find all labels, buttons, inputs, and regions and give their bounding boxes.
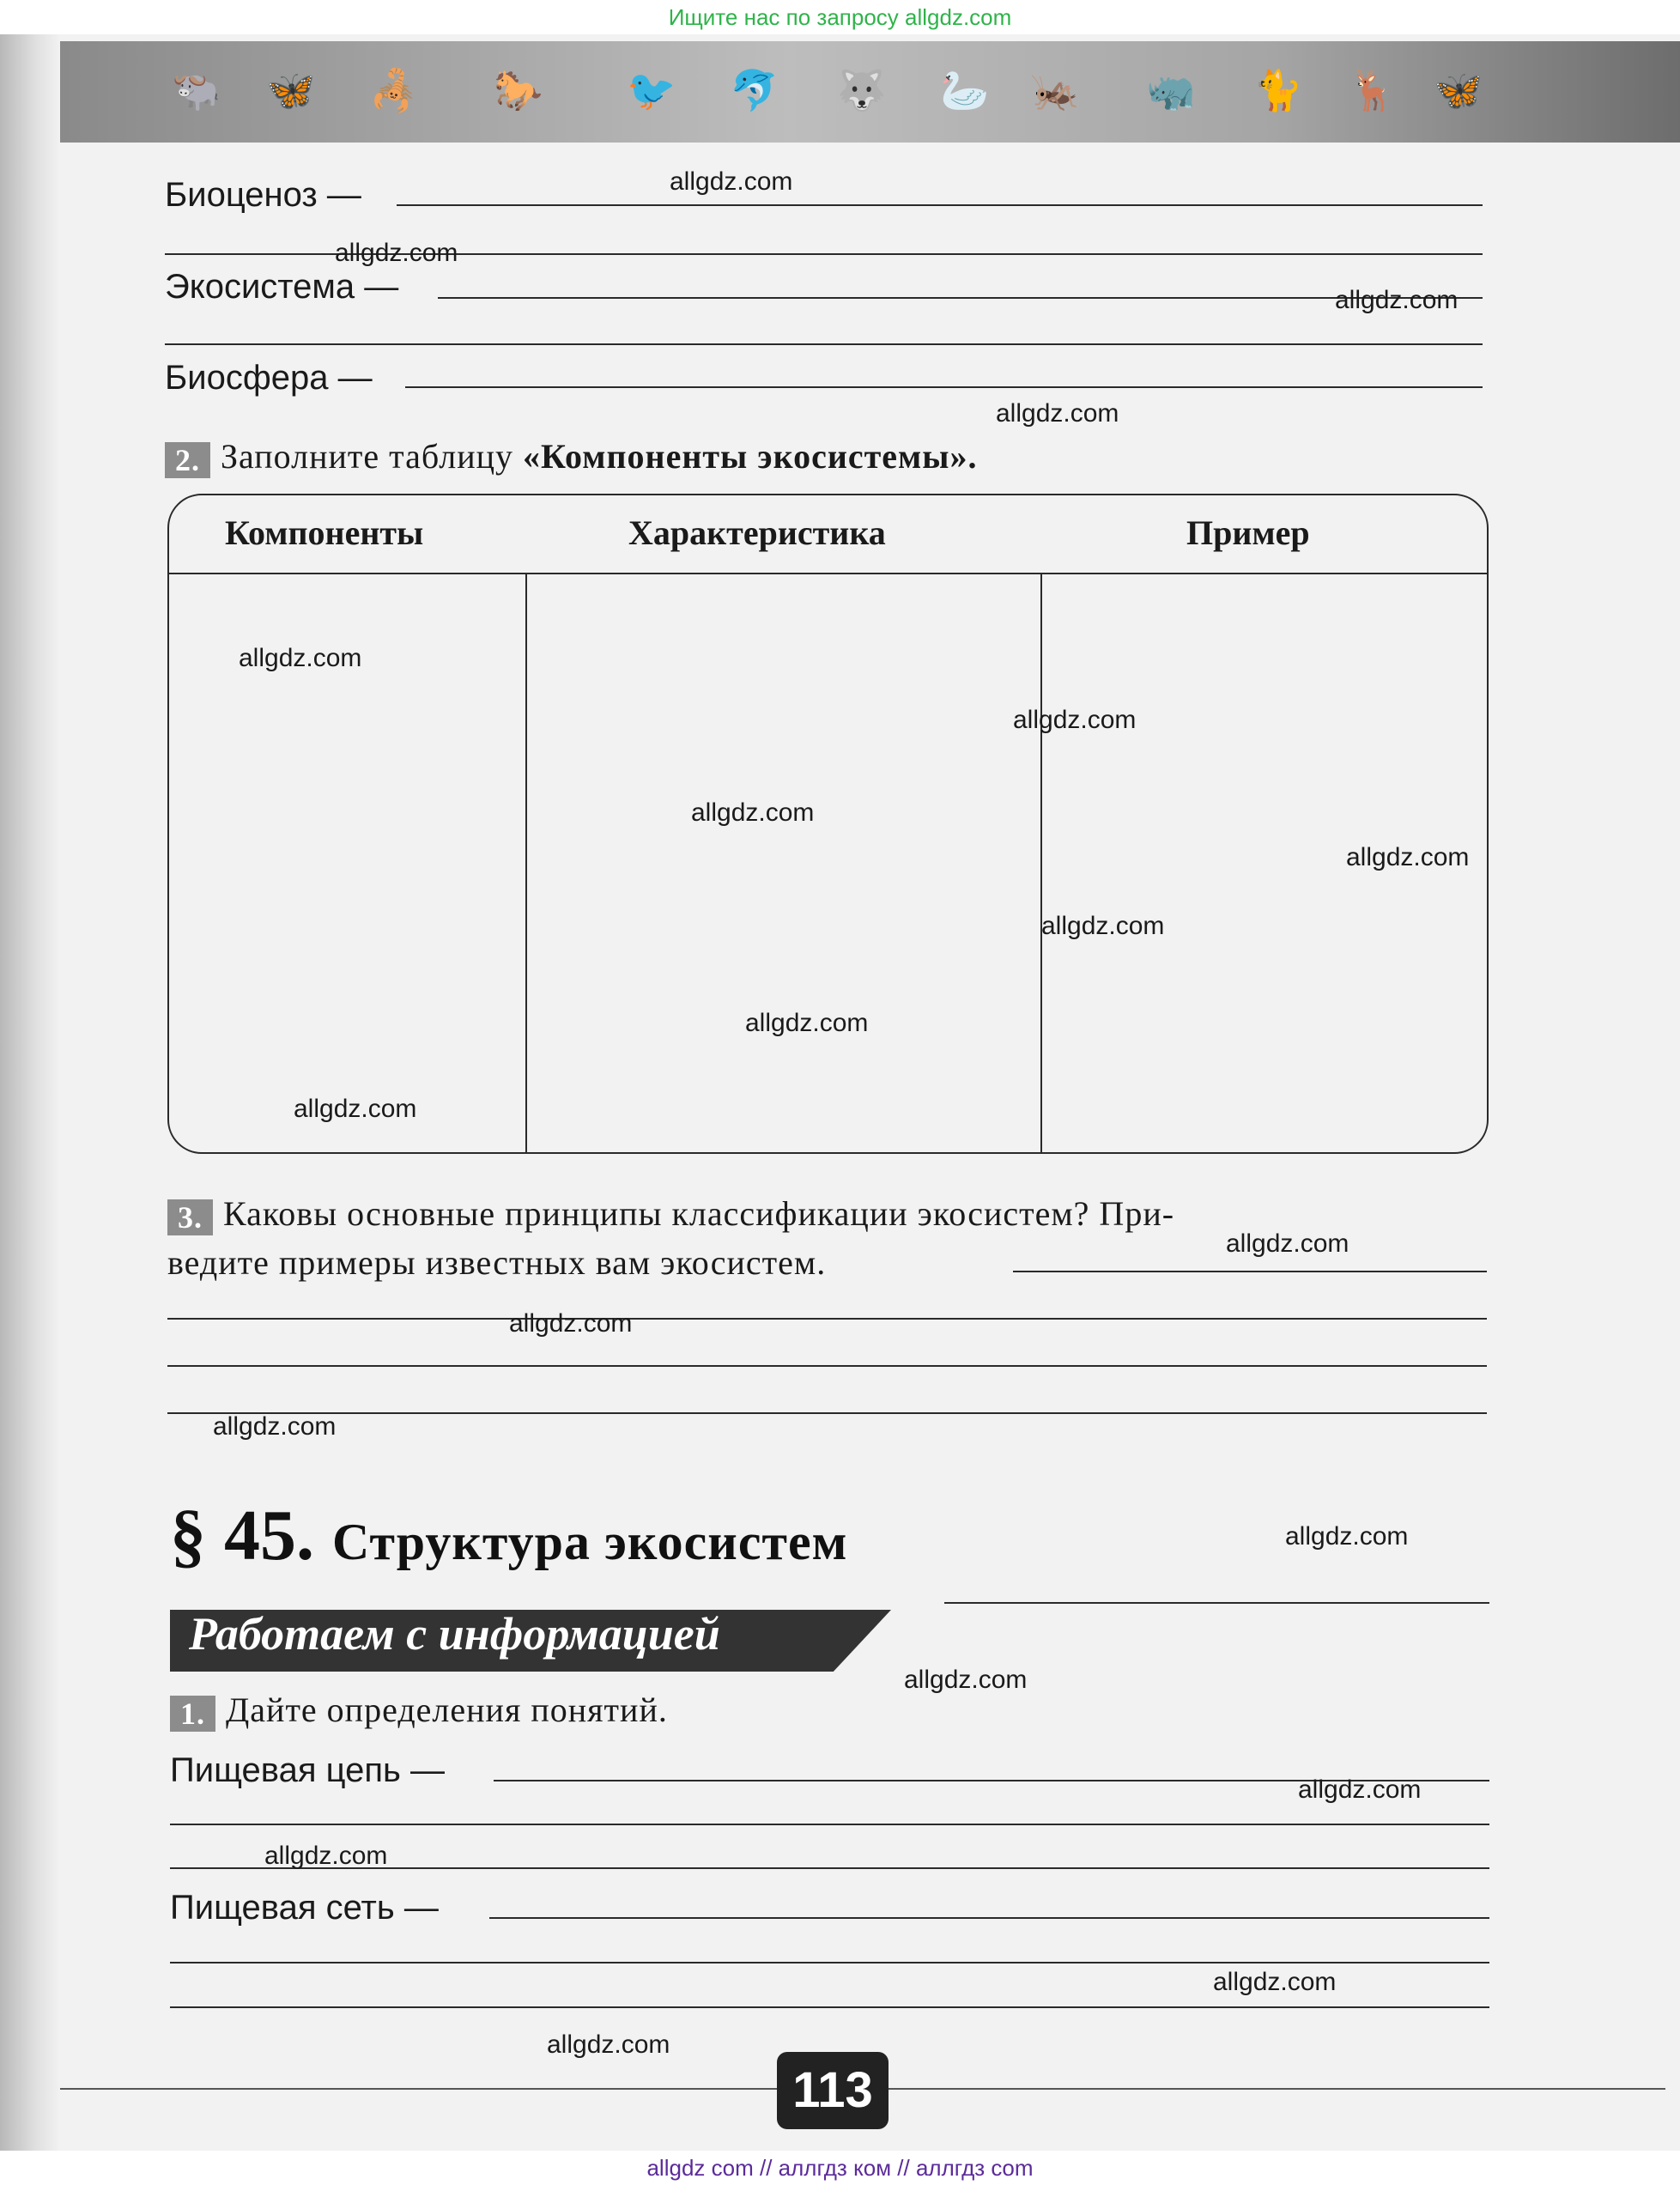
work-banner-text: Работаем с информацией bbox=[189, 1608, 720, 1660]
watermark: allgdz.com bbox=[691, 798, 815, 827]
answer-line[interactable] bbox=[170, 1962, 1489, 1963]
watermark: allgdz.com bbox=[547, 2030, 670, 2059]
task-3-text-1: Каковы основные принципы классификации экосистем? При- bbox=[223, 1194, 1175, 1233]
term-biosphere: Биосфера — bbox=[165, 359, 373, 397]
scorpion-icon: 🦂 bbox=[369, 67, 419, 113]
watermark: allgdz.com bbox=[239, 644, 362, 672]
paragraph-heading bbox=[170, 1494, 847, 1577]
task-2 bbox=[165, 436, 978, 478]
butterfly-icon: 🦋 bbox=[1434, 67, 1483, 113]
term-biocenosis: Биоценоз — bbox=[165, 176, 361, 214]
term-food-chain: Пищевая цепь — bbox=[170, 1751, 445, 1789]
watermark: allgdz.com bbox=[1285, 1522, 1409, 1551]
watermark: allgdz.com bbox=[509, 1309, 633, 1338]
answer-line[interactable] bbox=[167, 1412, 1487, 1414]
watermark: allgdz.com bbox=[1013, 706, 1137, 734]
watermark: allgdz.com bbox=[1041, 912, 1165, 940]
task-1-text: Дайте определения понятий. bbox=[226, 1690, 668, 1729]
answer-line[interactable] bbox=[167, 1318, 1487, 1320]
watermark: allgdz.com bbox=[213, 1412, 337, 1441]
table-header-characteristic: Характеристика bbox=[628, 513, 886, 552]
term-ecosystem: Экосистема — bbox=[165, 268, 399, 306]
answer-line[interactable] bbox=[170, 2006, 1489, 2008]
heron-icon: 🦢 bbox=[940, 67, 990, 113]
task-1 bbox=[170, 1690, 668, 1732]
butterfly-icon: 🦋 bbox=[266, 67, 316, 113]
table-header-components: Компоненты bbox=[225, 513, 424, 552]
task-2-title: «Компоненты экосистемы». bbox=[523, 437, 978, 476]
bird-icon: 🐦 bbox=[627, 67, 676, 113]
horse-icon: 🐎 bbox=[494, 67, 543, 113]
task-number: 2. bbox=[165, 442, 210, 478]
task-3-line1 bbox=[167, 1193, 1174, 1235]
heading-rule bbox=[944, 1602, 1489, 1604]
term-food-web: Пищевая сеть — bbox=[170, 1889, 439, 1927]
page-binding-shadow bbox=[0, 34, 60, 2151]
table-header-example: Пример bbox=[1186, 513, 1310, 552]
table-cell-characteristic[interactable] bbox=[527, 574, 1039, 1141]
watermark: allgdz.com bbox=[335, 239, 458, 267]
watermark: allgdz.com bbox=[1346, 843, 1470, 871]
bison-icon: 🐃 bbox=[172, 67, 221, 113]
watermark: allgdz.com bbox=[1298, 1775, 1422, 1804]
answer-line[interactable] bbox=[438, 297, 1483, 299]
watermark: allgdz.com bbox=[670, 167, 793, 196]
cat-icon: 🐈 bbox=[1253, 67, 1303, 113]
task-3-line2: ведите примеры известных вам экосистем. bbox=[167, 1243, 827, 1282]
answer-line[interactable] bbox=[165, 343, 1483, 345]
dolphin-icon: 🐬 bbox=[730, 67, 779, 113]
answer-line[interactable] bbox=[405, 386, 1483, 388]
task-2-text: Заполните таблицу bbox=[221, 437, 514, 476]
paragraph-title: Структура экосистем bbox=[332, 1514, 848, 1570]
answer-line[interactable] bbox=[489, 1917, 1489, 1919]
watermark: allgdz.com bbox=[1226, 1229, 1349, 1258]
watermark: allgdz.com bbox=[996, 399, 1119, 428]
watermark: allgdz.com bbox=[264, 1842, 388, 1870]
rhino-icon: 🦏 bbox=[1146, 67, 1196, 113]
watermark: allgdz.com bbox=[745, 1009, 869, 1037]
top-note: Ищите нас по запросу allgdz.com bbox=[668, 4, 1012, 30]
watermark: allgdz.com bbox=[904, 1666, 1028, 1694]
insect-icon: 🦗 bbox=[1030, 67, 1080, 113]
answer-line[interactable] bbox=[170, 1824, 1489, 1825]
watermark: allgdz.com bbox=[1335, 286, 1459, 314]
footer-note: allgdz com // аллгдз ком // аллгдз com bbox=[0, 2151, 1680, 2185]
wolf-icon: 🐺 bbox=[837, 67, 887, 113]
components-table bbox=[167, 494, 1489, 1154]
paragraph-number: § 45. bbox=[170, 1496, 314, 1575]
page-number: 113 bbox=[777, 2052, 889, 2129]
watermark: allgdz.com bbox=[294, 1095, 417, 1123]
answer-line[interactable] bbox=[167, 1365, 1487, 1367]
watermark: allgdz.com bbox=[1213, 1968, 1337, 1996]
antelope-icon: 🦌 bbox=[1348, 67, 1398, 113]
task-number: 3. bbox=[167, 1199, 213, 1235]
task-number: 1. bbox=[170, 1696, 215, 1732]
answer-line[interactable] bbox=[397, 204, 1483, 206]
answer-line[interactable] bbox=[1013, 1271, 1487, 1272]
